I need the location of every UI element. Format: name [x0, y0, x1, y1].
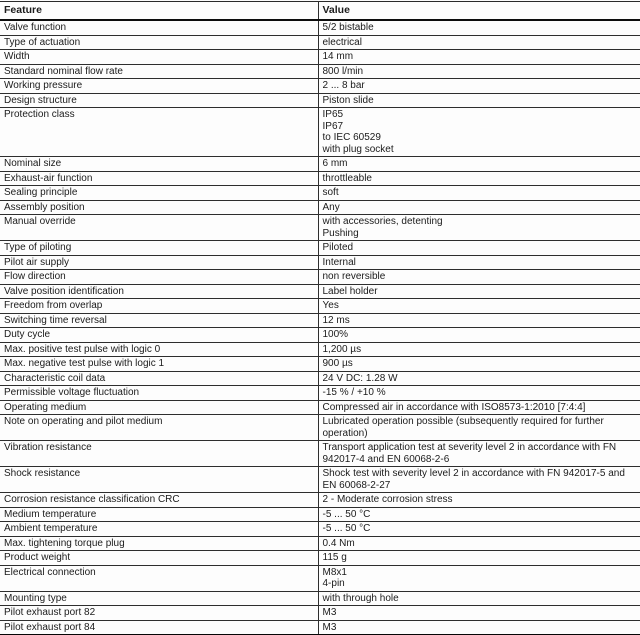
value-cell [318, 20, 640, 35]
table-row [0, 386, 640, 401]
spec-table-body [0, 20, 640, 635]
table-row [0, 93, 640, 108]
feature-cell: Ambient temperature [0, 522, 318, 537]
table-row [0, 493, 640, 508]
table-row [0, 284, 640, 299]
value-cell [318, 565, 640, 591]
table-row [0, 536, 640, 551]
value-cell [318, 591, 640, 606]
table-row [0, 400, 640, 415]
feature-cell: Nominal size [0, 157, 318, 172]
feature-cell: Operating medium [0, 400, 318, 415]
table-row [0, 200, 640, 215]
table-row [0, 620, 640, 635]
table-row [0, 313, 640, 328]
value-line: 2 ... 8 bar [322, 80, 365, 91]
value-line: Transport application test at severity level 2 in accordance with FN 942017-4 and EN 60068-2-6 [322, 442, 617, 465]
table-row [0, 157, 640, 172]
value-cell [318, 400, 640, 415]
value-cell [318, 108, 640, 157]
value-cell [318, 241, 640, 256]
feature-cell: Type of actuation [0, 35, 318, 50]
value-line: Piloted [322, 242, 354, 253]
feature-cell: Vibration resistance [0, 441, 318, 467]
table-row [0, 79, 640, 94]
value-line: with accessories, detenting [322, 216, 443, 227]
table-row [0, 50, 640, 65]
value-cell [318, 493, 640, 508]
value-line: 1,200 µs [322, 343, 362, 355]
feature-cell: Mounting type [0, 591, 318, 606]
feature-cell: Pilot exhaust port 82 [0, 606, 318, 621]
feature-cell: Working pressure [0, 79, 318, 94]
feature-cell: Max. positive test pulse with logic 0 [0, 342, 318, 357]
table-row [0, 371, 640, 386]
table-row [0, 415, 640, 441]
feature-cell: Flow direction [0, 270, 318, 285]
feature-cell: Characteristic coil data [0, 371, 318, 386]
value-line: to IEC 60529 [322, 132, 381, 143]
value-line: M3 [322, 607, 337, 618]
value-line: IP67 [322, 120, 344, 132]
value-cell [318, 35, 640, 50]
value-line: with plug socket [322, 143, 394, 155]
value-line: -5 ... 50 °C [322, 523, 371, 534]
value-cell [318, 606, 640, 621]
value-cell [318, 186, 640, 201]
value-line: 5/2 bistable [322, 22, 374, 33]
value-line: Compressed air in accordance with ISO8573-1:2010 [7:4:4] [322, 401, 586, 413]
feature-cell: Standard nominal flow rate [0, 64, 318, 79]
feature-cell: Width [0, 50, 318, 65]
table-row [0, 186, 640, 201]
feature-cell: Electrical connection [0, 565, 318, 591]
table-row [0, 299, 640, 314]
value-cell [318, 441, 640, 467]
feature-cell: Permissible voltage fluctuation [0, 386, 318, 401]
table-row [0, 108, 640, 157]
value-cell [318, 270, 640, 285]
value-line: -15 % / +10 % [322, 387, 386, 398]
table-row [0, 20, 640, 35]
table-row [0, 441, 640, 467]
table-row [0, 551, 640, 566]
spec-table [0, 1, 640, 635]
feature-cell: Max. negative test pulse with logic 1 [0, 357, 318, 372]
value-cell [318, 157, 640, 172]
value-line: 800 l/min [322, 65, 364, 77]
feature-cell: Valve position identification [0, 284, 318, 299]
feature-cell: Max. tightening torque plug [0, 536, 318, 551]
feature-cell: Duty cycle [0, 328, 318, 343]
feature-cell: Sealing principle [0, 186, 318, 201]
value-cell [318, 415, 640, 441]
value-line: 4-pin [322, 578, 345, 589]
value-line: 0.4 Nm [322, 537, 355, 549]
value-cell [318, 507, 640, 522]
feature-cell: Product weight [0, 551, 318, 566]
value-line: M3 [322, 621, 337, 633]
value-line: Shock test with severity level 2 in accordance with FN 942017-5 and EN 60068-2-27 [322, 468, 625, 491]
value-line: soft [322, 187, 339, 198]
table-row [0, 507, 640, 522]
value-cell [318, 522, 640, 537]
value-cell [318, 536, 640, 551]
feature-cell: Freedom from overlap [0, 299, 318, 314]
feature-cell: Pilot exhaust port 84 [0, 620, 318, 635]
feature-cell: Manual override [0, 215, 318, 241]
table-row [0, 342, 640, 357]
value-line: 900 µs [322, 358, 353, 369]
value-line: 100% [322, 329, 349, 340]
value-line: 2 - Moderate corrosion stress [322, 494, 453, 505]
value-line: Lubricated operation possible (subsequently required for further operation) [322, 416, 604, 439]
value-cell [318, 342, 640, 357]
value-cell [318, 467, 640, 493]
table-row [0, 565, 640, 591]
value-line: throttleable [322, 172, 372, 184]
table-row [0, 255, 640, 270]
value-line: non reversible [322, 271, 386, 282]
value-line: 24 V DC: 1.28 W [322, 372, 398, 384]
value-line: Yes [322, 300, 339, 311]
value-cell [318, 79, 640, 94]
feature-cell: Switching time reversal [0, 313, 318, 328]
value-cell [318, 313, 640, 328]
value-column-header: Value [318, 2, 640, 21]
table-row [0, 241, 640, 256]
feature-column-header: Feature [0, 2, 318, 21]
table-row [0, 35, 640, 50]
feature-cell: Pilot air supply [0, 255, 318, 270]
value-line: M8x1 [322, 566, 347, 578]
value-cell [318, 215, 640, 241]
value-cell [318, 386, 640, 401]
value-cell [318, 255, 640, 270]
feature-cell: Design structure [0, 93, 318, 108]
table-row [0, 467, 640, 493]
feature-cell: Protection class [0, 108, 318, 157]
value-line: with through hole [322, 592, 399, 604]
value-line: Piston slide [322, 94, 374, 106]
value-cell [318, 64, 640, 79]
table-row [0, 215, 640, 241]
value-line: 12 ms [322, 314, 350, 326]
value-cell [318, 328, 640, 343]
value-cell [318, 357, 640, 372]
value-line: Label holder [322, 285, 378, 297]
value-cell [318, 171, 640, 186]
value-line: Any [322, 201, 340, 213]
value-line: -5 ... 50 °C [322, 508, 371, 520]
value-line: electrical [322, 36, 362, 48]
table-row [0, 591, 640, 606]
value-line: 6 mm [322, 158, 348, 169]
value-cell [318, 299, 640, 314]
table-row [0, 522, 640, 537]
table-row [0, 328, 640, 343]
table-row [0, 357, 640, 372]
feature-cell: Type of piloting [0, 241, 318, 256]
value-cell [318, 93, 640, 108]
value-cell [318, 620, 640, 635]
value-line: 14 mm [322, 51, 354, 62]
feature-cell: Medium temperature [0, 507, 318, 522]
value-cell [318, 200, 640, 215]
header-row [0, 2, 640, 21]
table-row [0, 606, 640, 621]
table-row [0, 270, 640, 285]
feature-cell: Shock resistance [0, 467, 318, 493]
value-cell [318, 551, 640, 566]
table-row [0, 171, 640, 186]
value-cell [318, 371, 640, 386]
value-line: Internal [322, 256, 356, 268]
table-row [0, 64, 640, 79]
spec-table-header [0, 2, 640, 21]
value-cell [318, 50, 640, 65]
feature-cell: Valve function [0, 20, 318, 35]
value-cell [318, 284, 640, 299]
value-line: 115 g [322, 552, 347, 563]
feature-cell: Exhaust-air function [0, 171, 318, 186]
value-line: IP65 [322, 109, 344, 120]
feature-cell: Corrosion resistance classification CRC [0, 493, 318, 508]
value-line: Pushing [322, 227, 359, 239]
feature-cell: Assembly position [0, 200, 318, 215]
feature-cell: Note on operating and pilot medium [0, 415, 318, 441]
